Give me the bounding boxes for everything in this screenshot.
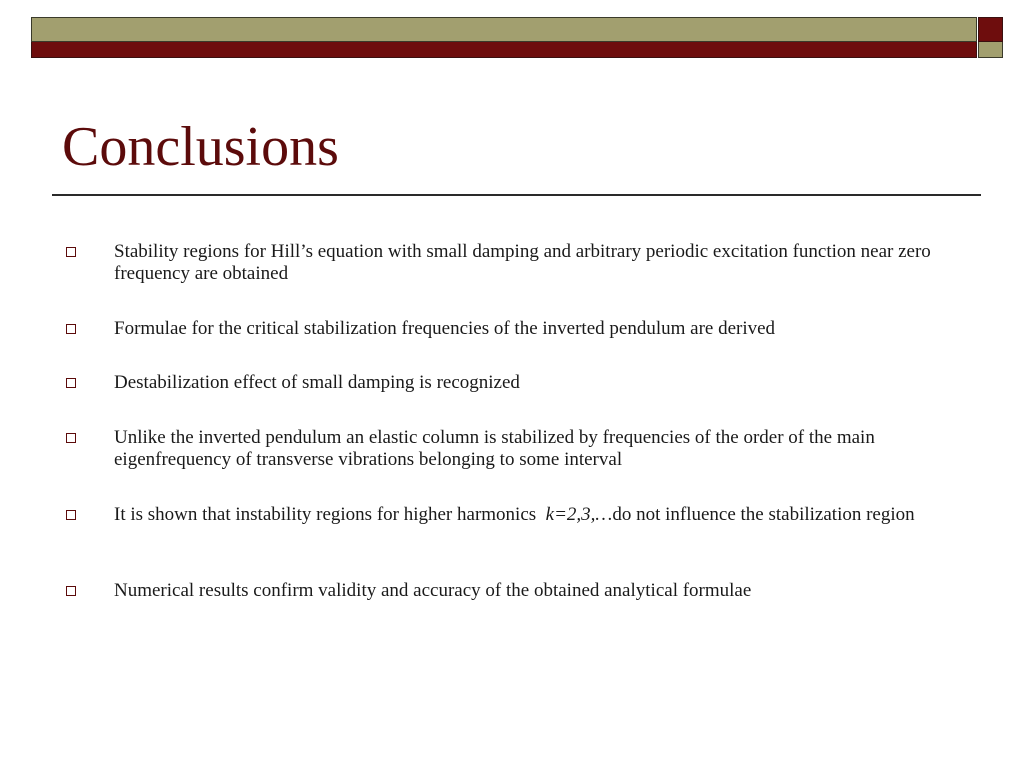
bullet-text: Unlike the inverted pendulum an elastic column is stabilized by frequencies of the order of the main eigenfrequency of transverse vibrations belonging to some interval: [114, 427, 875, 470]
header-square-maroon: [978, 17, 1003, 42]
bullet-text: Numerical results confirm validity and accuracy of the obtained analytical formulae: [114, 580, 752, 601]
hollow-square-bullet-icon: [66, 247, 76, 257]
hollow-square-bullet-icon: [66, 433, 76, 443]
header-square-olive: [978, 42, 1003, 58]
bullet-text: Destabilization effect of small damping is recognized: [114, 372, 520, 393]
bullet-text: Stability regions for Hill’s equation with small damping and arbitrary periodic excitation function near zero frequency are obtained: [114, 241, 931, 284]
harmonics-formula: k=2,3,…: [545, 504, 613, 525]
bullet-text-before: It is shown that instability regions for higher harmonics: [114, 504, 546, 525]
header-bar-olive: [31, 17, 977, 42]
slide-title: Conclusions: [62, 116, 339, 178]
header-bar-maroon: [31, 42, 977, 58]
bullet-text-after: do not influence the stabilization region: [612, 504, 915, 525]
hollow-square-bullet-icon: [66, 378, 76, 388]
bullet-text: [114, 504, 966, 526]
hollow-square-bullet-icon: [66, 586, 76, 596]
hollow-square-bullet-icon: [66, 510, 76, 520]
bullet-text: Formulae for the critical stabilization frequencies of the inverted pendulum are derived: [114, 318, 776, 339]
hollow-square-bullet-icon: [66, 324, 76, 334]
title-divider: [52, 194, 981, 196]
